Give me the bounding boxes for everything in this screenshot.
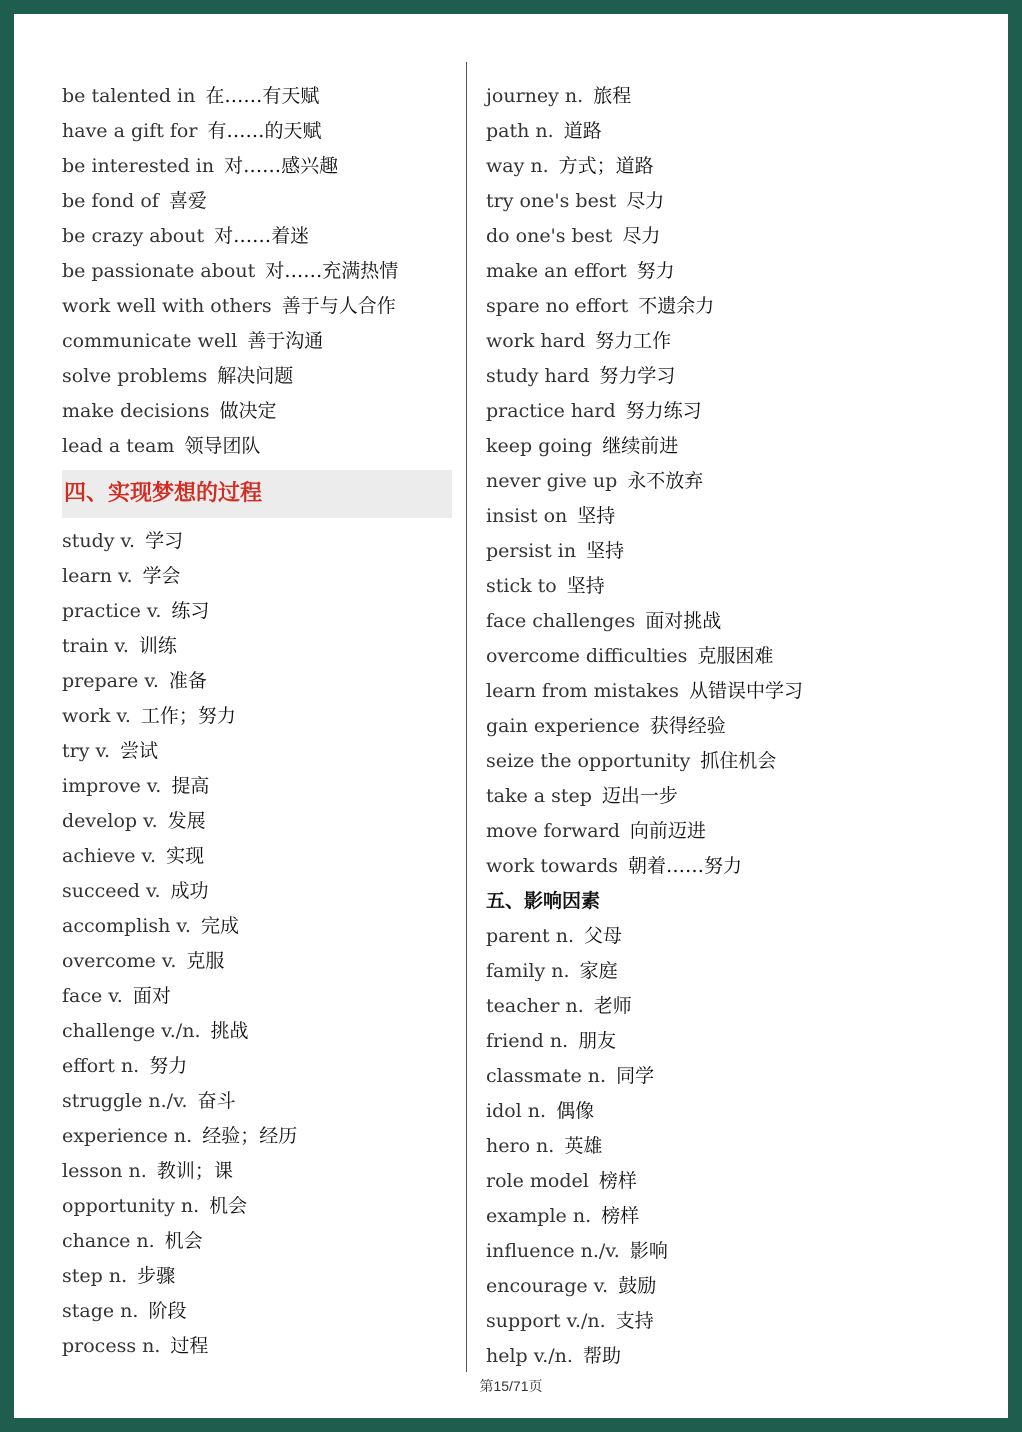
vocab-entry: [62, 1294, 452, 1329]
vocab-chinese: 努力学习: [599, 365, 676, 387]
vocab-entry: [62, 429, 452, 464]
vocab-entry: [486, 289, 986, 324]
vocab-english: practice hard: [486, 400, 616, 422]
vocab-english: family n.: [486, 960, 570, 982]
vocab-entry: [486, 499, 986, 534]
vocab-entry: [62, 1189, 452, 1224]
vocab-chinese: 挑战: [210, 1020, 249, 1042]
vocab-entry: [486, 1164, 986, 1199]
vocab-entry: [62, 944, 452, 979]
vocab-entry: [486, 534, 986, 569]
vocab-chinese: 克服困难: [697, 645, 774, 667]
vocab-entry: [486, 1304, 986, 1339]
vocab-english: challenge v./n.: [62, 1020, 201, 1042]
vocab-entry: [62, 874, 452, 909]
vocab-chinese: 在……有天赋: [205, 85, 320, 107]
vocab-chinese: 榜样: [601, 1205, 640, 1227]
vocab-english: never give up: [486, 470, 618, 492]
vocab-entry: [486, 919, 986, 954]
vocab-english: process n.: [62, 1335, 161, 1357]
page-number: 第15/71页: [479, 1378, 543, 1394]
vocab-chinese: 不遗余力: [638, 295, 715, 317]
vocab-entry: [486, 149, 986, 184]
vocab-english: work v.: [62, 705, 131, 727]
vocab-chinese: 同学: [616, 1065, 655, 1087]
vocab-chinese: 实现: [166, 845, 205, 867]
vocab-english: keep going: [486, 435, 593, 457]
vocab-english: overcome difficulties: [486, 645, 688, 667]
vocab-entry: [62, 559, 452, 594]
vocab-chinese: 领导团队: [184, 435, 261, 457]
vocab-entry: [62, 524, 452, 559]
vocab-entry: [62, 909, 452, 944]
vocab-english: parent n.: [486, 925, 575, 947]
vocab-entry: [62, 149, 452, 184]
document-page: [14, 14, 1008, 1418]
vocab-entry: [62, 769, 452, 804]
vocab-entry: [62, 1084, 452, 1119]
vocab-english: improve v.: [62, 775, 162, 797]
vocab-chinese: 向前迈进: [629, 820, 706, 842]
vocab-chinese: 成功: [170, 880, 209, 902]
vocab-chinese: 永不放弃: [627, 470, 704, 492]
vocab-entry: [486, 744, 986, 779]
vocab-english: communicate well: [62, 330, 238, 352]
vocab-chinese: 继续前进: [602, 435, 679, 457]
vocab-entry: [486, 1059, 986, 1094]
vocab-chinese: 迈出一步: [601, 785, 678, 807]
vocab-chinese: 坚持: [586, 540, 625, 562]
vocab-english: overcome v.: [62, 950, 177, 972]
vocab-english: prepare v.: [62, 670, 159, 692]
vocab-entry: [62, 394, 452, 429]
vocab-chinese: 步骤: [137, 1265, 176, 1287]
vocab-entry: [486, 429, 986, 464]
vocab-entry: [62, 699, 452, 734]
vocab-english: accomplish v.: [62, 915, 191, 937]
vocab-entry: [486, 1339, 986, 1374]
vocab-chinese: 旅程: [593, 85, 632, 107]
vocab-english: example n.: [486, 1205, 592, 1227]
vocab-entry: [62, 839, 452, 874]
vocab-english: spare no effort: [486, 295, 629, 317]
vocab-chinese: 机会: [164, 1230, 203, 1252]
vocab-english: take a step: [486, 785, 592, 807]
vocab-english: chance n.: [62, 1230, 155, 1252]
vocab-entry: [486, 464, 986, 499]
vocab-chinese: 面对挑战: [645, 610, 722, 632]
vocab-chinese: 抓住机会: [700, 750, 777, 772]
vocab-entry: [486, 639, 986, 674]
vocab-english: face v.: [62, 985, 123, 1007]
vocab-chinese: 榜样: [598, 1170, 637, 1192]
vocab-entry: [62, 219, 452, 254]
vocab-chinese: 做决定: [219, 400, 277, 422]
vocab-english: have a gift for: [62, 120, 198, 142]
vocab-chinese: 努力: [149, 1055, 188, 1077]
vocab-english: struggle n./v.: [62, 1090, 188, 1112]
vocab-english: be talented in: [62, 85, 196, 107]
vocab-english: hero n.: [486, 1135, 555, 1157]
vocab-entry: [486, 394, 986, 429]
vocab-chinese: 坚持: [577, 505, 616, 527]
vocab-chinese: 从错误中学习: [688, 680, 803, 702]
vocab-chinese: 学习: [145, 530, 184, 552]
vocab-entry: [486, 254, 986, 289]
vocab-english: support v./n.: [486, 1310, 606, 1332]
vocab-english: work towards: [486, 855, 618, 877]
vocab-list: [62, 524, 452, 1364]
vocab-chinese: 奋斗: [197, 1090, 236, 1112]
vocab-english: effort n.: [62, 1055, 140, 1077]
vocab-chinese: 努力: [636, 260, 675, 282]
vocab-entry: [486, 219, 986, 254]
vocab-chinese: 完成: [200, 915, 239, 937]
sub-heading: 五、影响因素: [486, 890, 601, 912]
vocab-entry: [62, 1119, 452, 1154]
vocab-chinese: 朝着……努力: [628, 855, 743, 877]
vocab-chinese: 方式；道路: [558, 155, 654, 177]
vocab-entry: [62, 79, 452, 114]
vocab-entry: [62, 254, 452, 289]
vocab-english: face challenges: [486, 610, 636, 632]
vocab-english: role model: [486, 1170, 589, 1192]
right-column: [486, 79, 986, 1374]
vocab-english: work hard: [486, 330, 586, 352]
vocab-chinese: 善于与人合作: [281, 295, 396, 317]
vocab-entry: [62, 289, 452, 324]
vocab-english: stage n.: [62, 1300, 139, 1322]
vocab-chinese: 机会: [209, 1195, 248, 1217]
vocab-english: influence n./v.: [486, 1240, 620, 1262]
section-heading: 四、实现梦想的过程: [62, 470, 452, 518]
vocab-chinese: 有……的天赋: [207, 120, 322, 142]
vocab-list: [62, 79, 452, 464]
vocab-chinese: 解决问题: [217, 365, 294, 387]
vocab-entry: [486, 114, 986, 149]
vocab-english: insist on: [486, 505, 568, 527]
vocab-english: way n.: [486, 155, 549, 177]
vocab-english: be fond of: [62, 190, 159, 212]
vocab-entry: [486, 1269, 986, 1304]
vocab-english: try v.: [62, 740, 111, 762]
vocab-english: do one's best: [486, 225, 613, 247]
vocab-chinese: 经验；经历: [202, 1125, 298, 1147]
vocab-chinese: 家庭: [579, 960, 618, 982]
vocab-english: make decisions: [62, 400, 210, 422]
vocab-chinese: 阶段: [148, 1300, 187, 1322]
vocab-english: seize the opportunity: [486, 750, 691, 772]
vocab-entry: [62, 979, 452, 1014]
vocab-english: gain experience: [486, 715, 640, 737]
vocab-entry: [62, 1329, 452, 1364]
vocab-chinese: 老师: [593, 995, 632, 1017]
vocab-entry: [486, 569, 986, 604]
vocab-english: opportunity n.: [62, 1195, 200, 1217]
vocab-entry: [62, 629, 452, 664]
vocab-entry: [62, 359, 452, 394]
vocab-chinese: 努力练习: [625, 400, 702, 422]
vocab-chinese: 尽力: [626, 190, 665, 212]
vocab-chinese: 帮助: [582, 1345, 621, 1367]
vocab-entry: [486, 779, 986, 814]
vocab-chinese: 教训；课: [156, 1160, 233, 1182]
vocab-chinese: 喜爱: [168, 190, 207, 212]
vocab-english: path n.: [486, 120, 554, 142]
vocab-entry: [62, 1224, 452, 1259]
vocab-entry: [62, 184, 452, 219]
vocab-list: [486, 919, 986, 1374]
vocab-english: be interested in: [62, 155, 215, 177]
vocab-chinese: 训练: [138, 635, 177, 657]
vocab-english: experience n.: [62, 1125, 193, 1147]
vocab-list: [486, 79, 986, 884]
vocab-english: study v.: [62, 530, 136, 552]
vocab-english: be passionate about: [62, 260, 256, 282]
vocab-english: encourage v.: [486, 1275, 609, 1297]
vocab-chinese: 鼓励: [618, 1275, 657, 1297]
vocab-english: persist in: [486, 540, 577, 562]
vocab-chinese: 获得经验: [649, 715, 726, 737]
vocab-entry: [486, 604, 986, 639]
vocab-chinese: 对……着迷: [214, 225, 310, 247]
vocab-chinese: 练习: [171, 600, 210, 622]
vocab-chinese: 道路: [563, 120, 602, 142]
vocab-english: classmate n.: [486, 1065, 607, 1087]
vocab-entry: [62, 664, 452, 699]
vocab-chinese: 尝试: [120, 740, 159, 762]
vocab-english: train v.: [62, 635, 129, 657]
vocab-chinese: 提高: [171, 775, 210, 797]
vocab-english: be crazy about: [62, 225, 205, 247]
vocab-chinese: 对……感兴趣: [224, 155, 339, 177]
vocab-english: step n.: [62, 1265, 128, 1287]
vocab-entry: [486, 1094, 986, 1129]
vocab-entry: [486, 954, 986, 989]
vocab-english: stick to: [486, 575, 557, 597]
vocab-chinese: 过程: [170, 1335, 209, 1357]
vocab-chinese: 父母: [584, 925, 623, 947]
vocab-english: succeed v.: [62, 880, 161, 902]
vocab-entry: [62, 734, 452, 769]
vocab-english: journey n.: [486, 85, 584, 107]
vocab-english: achieve v.: [62, 845, 157, 867]
vocab-english: lesson n.: [62, 1160, 147, 1182]
vocab-entry: [486, 989, 986, 1024]
vocab-english: learn from mistakes: [486, 680, 679, 702]
vocab-chinese: 准备: [168, 670, 207, 692]
vocab-english: move forward: [486, 820, 620, 842]
vocab-entry: [62, 804, 452, 839]
vocab-entry: [486, 359, 986, 394]
vocab-english: friend n.: [486, 1030, 569, 1052]
vocab-entry: [62, 1014, 452, 1049]
vocab-entry: [486, 849, 986, 884]
vocab-entry: [62, 1049, 452, 1084]
vocab-chinese: 尽力: [622, 225, 661, 247]
vocab-entry: [62, 324, 452, 359]
vocab-entry: [62, 1259, 452, 1294]
vocab-entry: [486, 1234, 986, 1269]
vocab-english: teacher n.: [486, 995, 584, 1017]
vocab-english: practice v.: [62, 600, 162, 622]
vocab-chinese: 英雄: [564, 1135, 603, 1157]
vocab-chinese: 影响: [629, 1240, 668, 1262]
left-column: [62, 79, 452, 1364]
vocab-entry: [486, 709, 986, 744]
vocab-chinese: 克服: [186, 950, 225, 972]
vocab-entry: [486, 1024, 986, 1059]
vocab-english: help v./n.: [486, 1345, 573, 1367]
vocab-english: learn v.: [62, 565, 133, 587]
vocab-chinese: 支持: [615, 1310, 654, 1332]
vocab-chinese: 偶像: [556, 1100, 595, 1122]
vocab-entry: [62, 594, 452, 629]
vocab-chinese: 工作；努力: [140, 705, 236, 727]
vocab-english: idol n.: [486, 1100, 547, 1122]
vocab-chinese: 学会: [142, 565, 181, 587]
vocab-english: lead a team: [62, 435, 175, 457]
vocab-chinese: 对……充满热情: [265, 260, 399, 282]
vocab-entry: [486, 1129, 986, 1164]
column-divider: [466, 62, 467, 1372]
vocab-entry: [62, 114, 452, 149]
vocab-entry: [486, 324, 986, 359]
vocab-chinese: 善于沟通: [247, 330, 324, 352]
vocab-english: make an effort: [486, 260, 627, 282]
vocab-entry: [486, 674, 986, 709]
vocab-entry: [486, 79, 986, 114]
vocab-english: try one's best: [486, 190, 617, 212]
vocab-chinese: 发展: [167, 810, 206, 832]
vocab-chinese: 坚持: [566, 575, 605, 597]
vocab-english: solve problems: [62, 365, 208, 387]
vocab-english: develop v.: [62, 810, 158, 832]
vocab-entry: [62, 1154, 452, 1189]
vocab-chinese: 朋友: [578, 1030, 617, 1052]
vocab-entry: [486, 1199, 986, 1234]
vocab-entry: [486, 184, 986, 219]
vocab-chinese: 面对: [132, 985, 171, 1007]
vocab-chinese: 努力工作: [595, 330, 672, 352]
vocab-entry: [486, 814, 986, 849]
vocab-english: study hard: [486, 365, 590, 387]
vocab-english: work well with others: [62, 295, 272, 317]
